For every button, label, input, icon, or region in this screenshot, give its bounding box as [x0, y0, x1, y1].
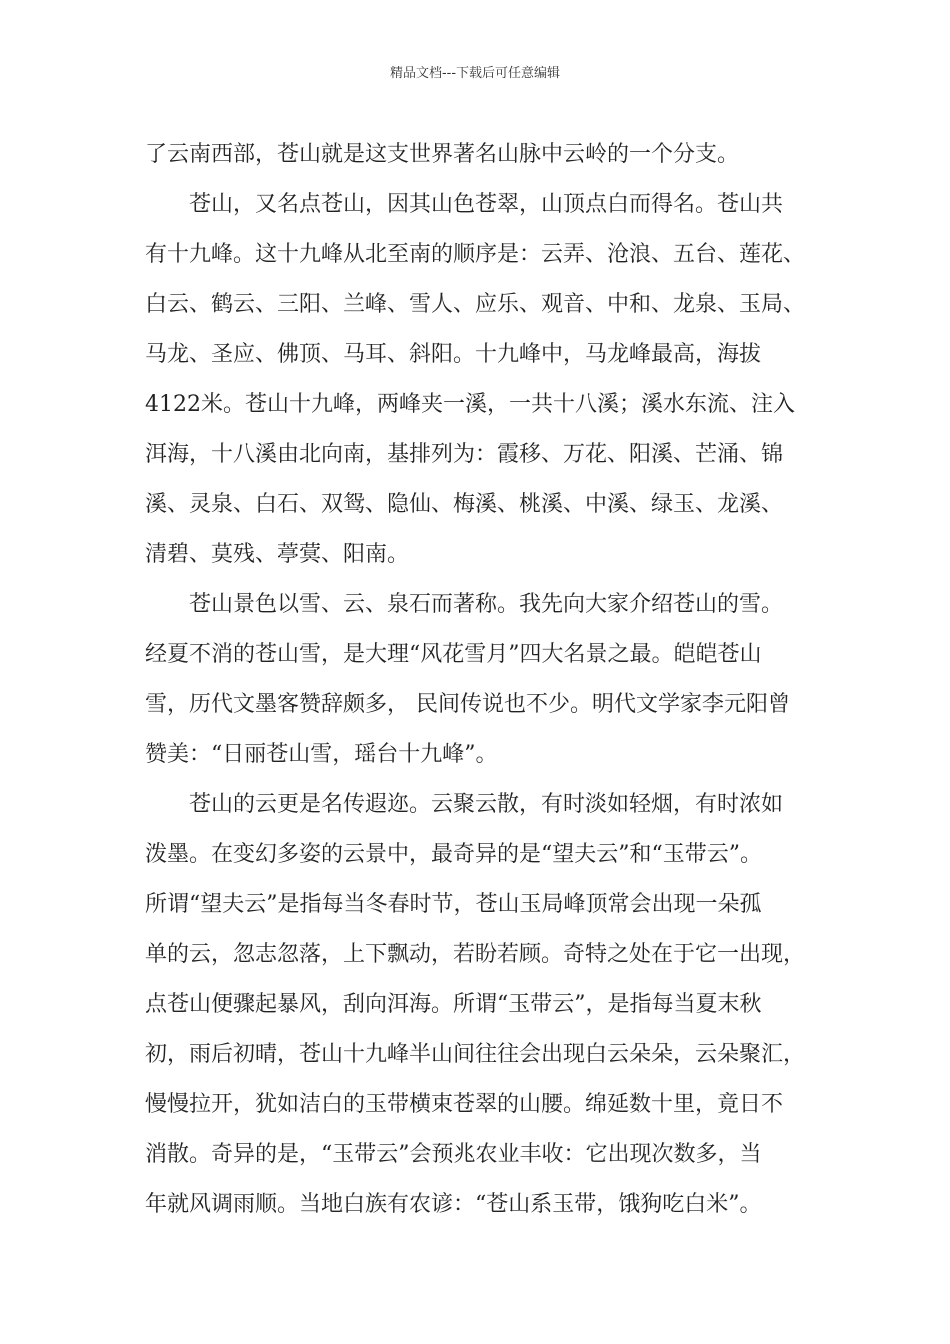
- text-line: 雪，历代文墨客赞辞颇多， 民间传说也不少。明代文学家李元阳曾: [145, 692, 790, 717]
- text-line: 4122米。苍山十九峰，两峰夹一溪，一共十八溪；溪水东流、注入: [145, 392, 795, 417]
- text-line: 慢慢拉开，犹如洁白的玉带横束苍翠的山腰。绵延数十里，竟日不: [145, 1092, 784, 1117]
- text-line: 有十九峰。这十九峰从北至南的顺序是：云弄、沧浪、五台、莲花、: [145, 242, 806, 267]
- page-header: 精品文档---下载后可任意编辑: [389, 66, 561, 81]
- text-line: 泼墨。在变幻多姿的云景中，最奇异的是“望夫云”和“玉带云”。: [145, 842, 762, 867]
- text-line: 赞美：“日丽苍山雪，瑶台十九峰”。: [145, 742, 498, 767]
- text-line: 年就风调雨顺。当地白族有农谚：“苍山系玉带，饿狗吃白米”。: [145, 1192, 762, 1217]
- text-line: 点苍山便骤起暴风，刮向洱海。所谓“玉带云”，是指每当夏末秋: [145, 992, 762, 1017]
- text-line: 白云、鹤云、三阳、兰峰、雪人、应乐、观音、中和、龙泉、玉局、: [145, 292, 806, 317]
- text-line: 清碧、莫残、葶蓂、阳南。: [145, 542, 410, 567]
- document-body: [145, 130, 815, 1230]
- text-line: 溪、灵泉、白石、双鸳、隐仙、梅溪、桃溪、中溪、绿玉、龙溪、: [145, 492, 784, 517]
- text-line: 单的云，忽志忽落，上下飘动，若盼若顾。奇特之处在于它一出现，: [145, 942, 806, 967]
- text-line: 苍山，又名点苍山，因其山色苍翠，山顶点白而得名。苍山共: [145, 192, 784, 217]
- text-line: 马龙、圣应、佛顶、马耳、斜阳。十九峰中，马龙峰最高，海拔: [145, 342, 762, 367]
- text-line: 所谓“望夫云”是指每当冬春时节，苍山玉局峰顶常会出现一朵孤: [145, 892, 762, 917]
- text-line: 初，雨后初晴，苍山十九峰半山间往往会出现白云朵朵，云朵聚汇，: [145, 1042, 806, 1067]
- text-line: 经夏不消的苍山雪，是大理“风花雪月”四大名景之最。皑皑苍山: [145, 642, 762, 667]
- text-line: 苍山的云更是名传遐迩。云聚云散，有时淡如轻烟，有时浓如: [145, 792, 784, 817]
- text-line: 苍山景色以雪、云、泉石而著称。我先向大家介绍苍山的雪。: [145, 592, 784, 617]
- text-line: 洱海，十八溪由北向南，基排列为：霞移、万花、阳溪、芒涌、锦: [145, 442, 784, 467]
- text-line: 了云南西部，苍山就是这支世界著名山脉中云岭的一个分支。: [145, 142, 740, 167]
- text-line: 消散。奇异的是，“玉带云”会预兆农业丰收：它出现次数多，当: [145, 1142, 762, 1167]
